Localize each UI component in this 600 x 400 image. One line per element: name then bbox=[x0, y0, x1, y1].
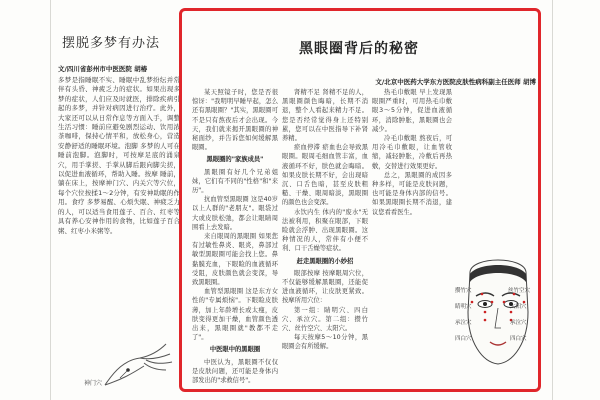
paragraph: 黑眼圈有好几个兄弟姐妹，它们有不同的"性格"和"来历"。 bbox=[192, 168, 278, 195]
hand-illustration bbox=[100, 330, 180, 390]
right-article-author: 文/北京中医药大学东方医院皮肤性病科副主任医师 胡博 bbox=[375, 78, 536, 86]
acupoint-label: 睛明穴 bbox=[455, 304, 472, 310]
paragraph: 来自眼周的黑眼圈 如果您有过敏性鼻炎、眼炎，鼻部过敏型黑眼圈可能会找上您。鼻黏膜充血，下眼睑的血液循环受阻，皮肤颜色就会变深，导致黑眼圈。 bbox=[192, 233, 278, 287]
hand-caption: 神门穴 bbox=[84, 380, 103, 387]
paragraph: 水饮内生 体内的"废水"无法被利用，积聚在眼部，下眼睑就会浮肿、出现黑眼圈。这种情况的人，常伴有小便不利、口干舌燥等症状。 bbox=[282, 208, 368, 253]
subheading: 黑眼圈的"家族成员" bbox=[206, 156, 264, 164]
column-rule bbox=[50, 0, 51, 400]
paragraph: 每天按摩5～10分钟，黑眼圈会有所缓解。 bbox=[282, 334, 368, 351]
column-rule bbox=[552, 0, 553, 400]
face-illustration bbox=[458, 252, 538, 372]
paragraph: 抗血管型黑眼圈 这是40岁以上人群的"老朋友"。眼袋过大或皮肤松弛，都会让眼睛周围看上去发暗。 bbox=[192, 196, 278, 231]
acupoint-label: 承泣穴 bbox=[455, 320, 472, 326]
left-article-body: 多梦是指睡眠不实、睡眠中乱梦纷纭并常伴有头昏、神疲乏力的症状。如果出现多梦的症状，人们应及时就医，排除疾病引起的多梦，并针对病因进行治疗。此外，大家还可以从日常作息等方面入手，调整生活习惯：睡前应避免剧烈运动、饮用浓茶咖啡，保持心情平和，放松身心，营造安静舒适的睡眠环境。泡脚 多梦的人可在睡前泡脚。泡脚时，可按摩足底的涌泉穴，用手掌搓、手掌从脚后跟向脚尖搓，以促进血液循环，帮助入睡。按摩 睡前，躺在床上，按摩神门穴、内关穴等穴位，每个穴位按揉1～2分钟，有安神助眠的作用。食疗 多梦易醒、心烦失眠、神疲乏力的人，可以适当食用莲子、百合、红枣等具有养心安神作用的食物，比如莲子百合粥、红枣小米粥等。 bbox=[58, 76, 180, 235]
acupoint-label: 攒竹穴 bbox=[455, 288, 472, 294]
paragraph: 第一组：睛明穴、四白穴、承泣穴。第二组：攒竹穴、丝竹空穴、太阳穴。 bbox=[282, 306, 368, 333]
article-column-2 bbox=[282, 88, 368, 384]
acupoint-label: 太阳穴 bbox=[510, 304, 527, 310]
right-article-title: 黑眼圈背后的秘密 bbox=[299, 41, 419, 57]
paragraph: 热毛巾敷眼 早上发现黑眼圈严重时，可用热毛巾敷眼3～5分钟，促进血液循环，消除肿胀，黑眼圈也会减少。 bbox=[372, 89, 452, 133]
acupoint-label: 承泣穴 bbox=[510, 320, 527, 326]
acupoint-label: 四白穴 bbox=[510, 336, 527, 342]
article-column-3 bbox=[372, 88, 452, 384]
left-article-author: 文/四川省彭州市中医医院 胡椿 bbox=[58, 65, 148, 73]
article-column-1 bbox=[192, 88, 278, 384]
paragraph: 血管型黑眼圈 这是东方女性的"专属烦恼"。下眼睑皮肤薄，加上年龄增长或太瘦，皮肤变得更加干燥，血管颜色透出来，黑眼圈就"教都不走了"。 bbox=[192, 288, 278, 342]
paragraph: 中医认为，黑眼圈不仅仅是皮肤问题，还可能是身体内部发出的"求救信号"。 bbox=[192, 358, 278, 384]
subheading: 中医眼中的黑眼圈 bbox=[209, 346, 261, 354]
left-article-title: 摆脱多梦有办法 bbox=[62, 36, 161, 51]
paragraph: 瘀血停滞 瘀血也会导致黑眼圈。眼周毛细血管丰富，血液循环不好，肤色就会晦暗。如果皮肤长期不好，会出现暗沉、口舌色暗，甚至皮肤粗糙、干燥、眼周暗淡，黑眼圈的颜色也会变深。 bbox=[282, 144, 368, 207]
subheading: 赶走黑眼圈的小妙招 bbox=[296, 257, 354, 265]
acupoint-label: 丝竹空穴 bbox=[508, 288, 531, 294]
acupoint-label: 四白穴 bbox=[455, 336, 472, 342]
paragraph: 眼部按摩 按摩眼周穴位，不仅能够缓解黑眼圈，还能促进血液循环，让皮肤更紧致。按摩所用穴位： bbox=[282, 269, 368, 305]
paragraph: 冷毛巾敷眼 熬夜后，可用冷毛巾敷眼，让血管收缩，减轻肿胀，冷敷后再热敷，交替进行效果更好。 bbox=[372, 135, 452, 170]
paragraph: 某天照镜子时，您是否很惊讶："我明明早睡早起，怎么还有黑眼圈？"其实，黑眼圈可不是只有熬夜后才会出现。今天，我们就来揭开黑眼圈的神秘面纱，并告诉您如何缓解黑眼圈。 bbox=[192, 89, 278, 152]
paragraph: 肾精不足 肾精不足的人，黑眼圈颜色晦暗，长期不消退，整个人看起来精力不足。您是否经常觉得身上还特别累，您可以在中医指导下补肾养精。 bbox=[282, 89, 368, 143]
paragraph: 总之，黑眼圈的成因多种多样，可能是皮肤问题，也可能是身体内部的信号。如果黑眼圈长期不消退，建议您看看医生。 bbox=[372, 171, 452, 216]
